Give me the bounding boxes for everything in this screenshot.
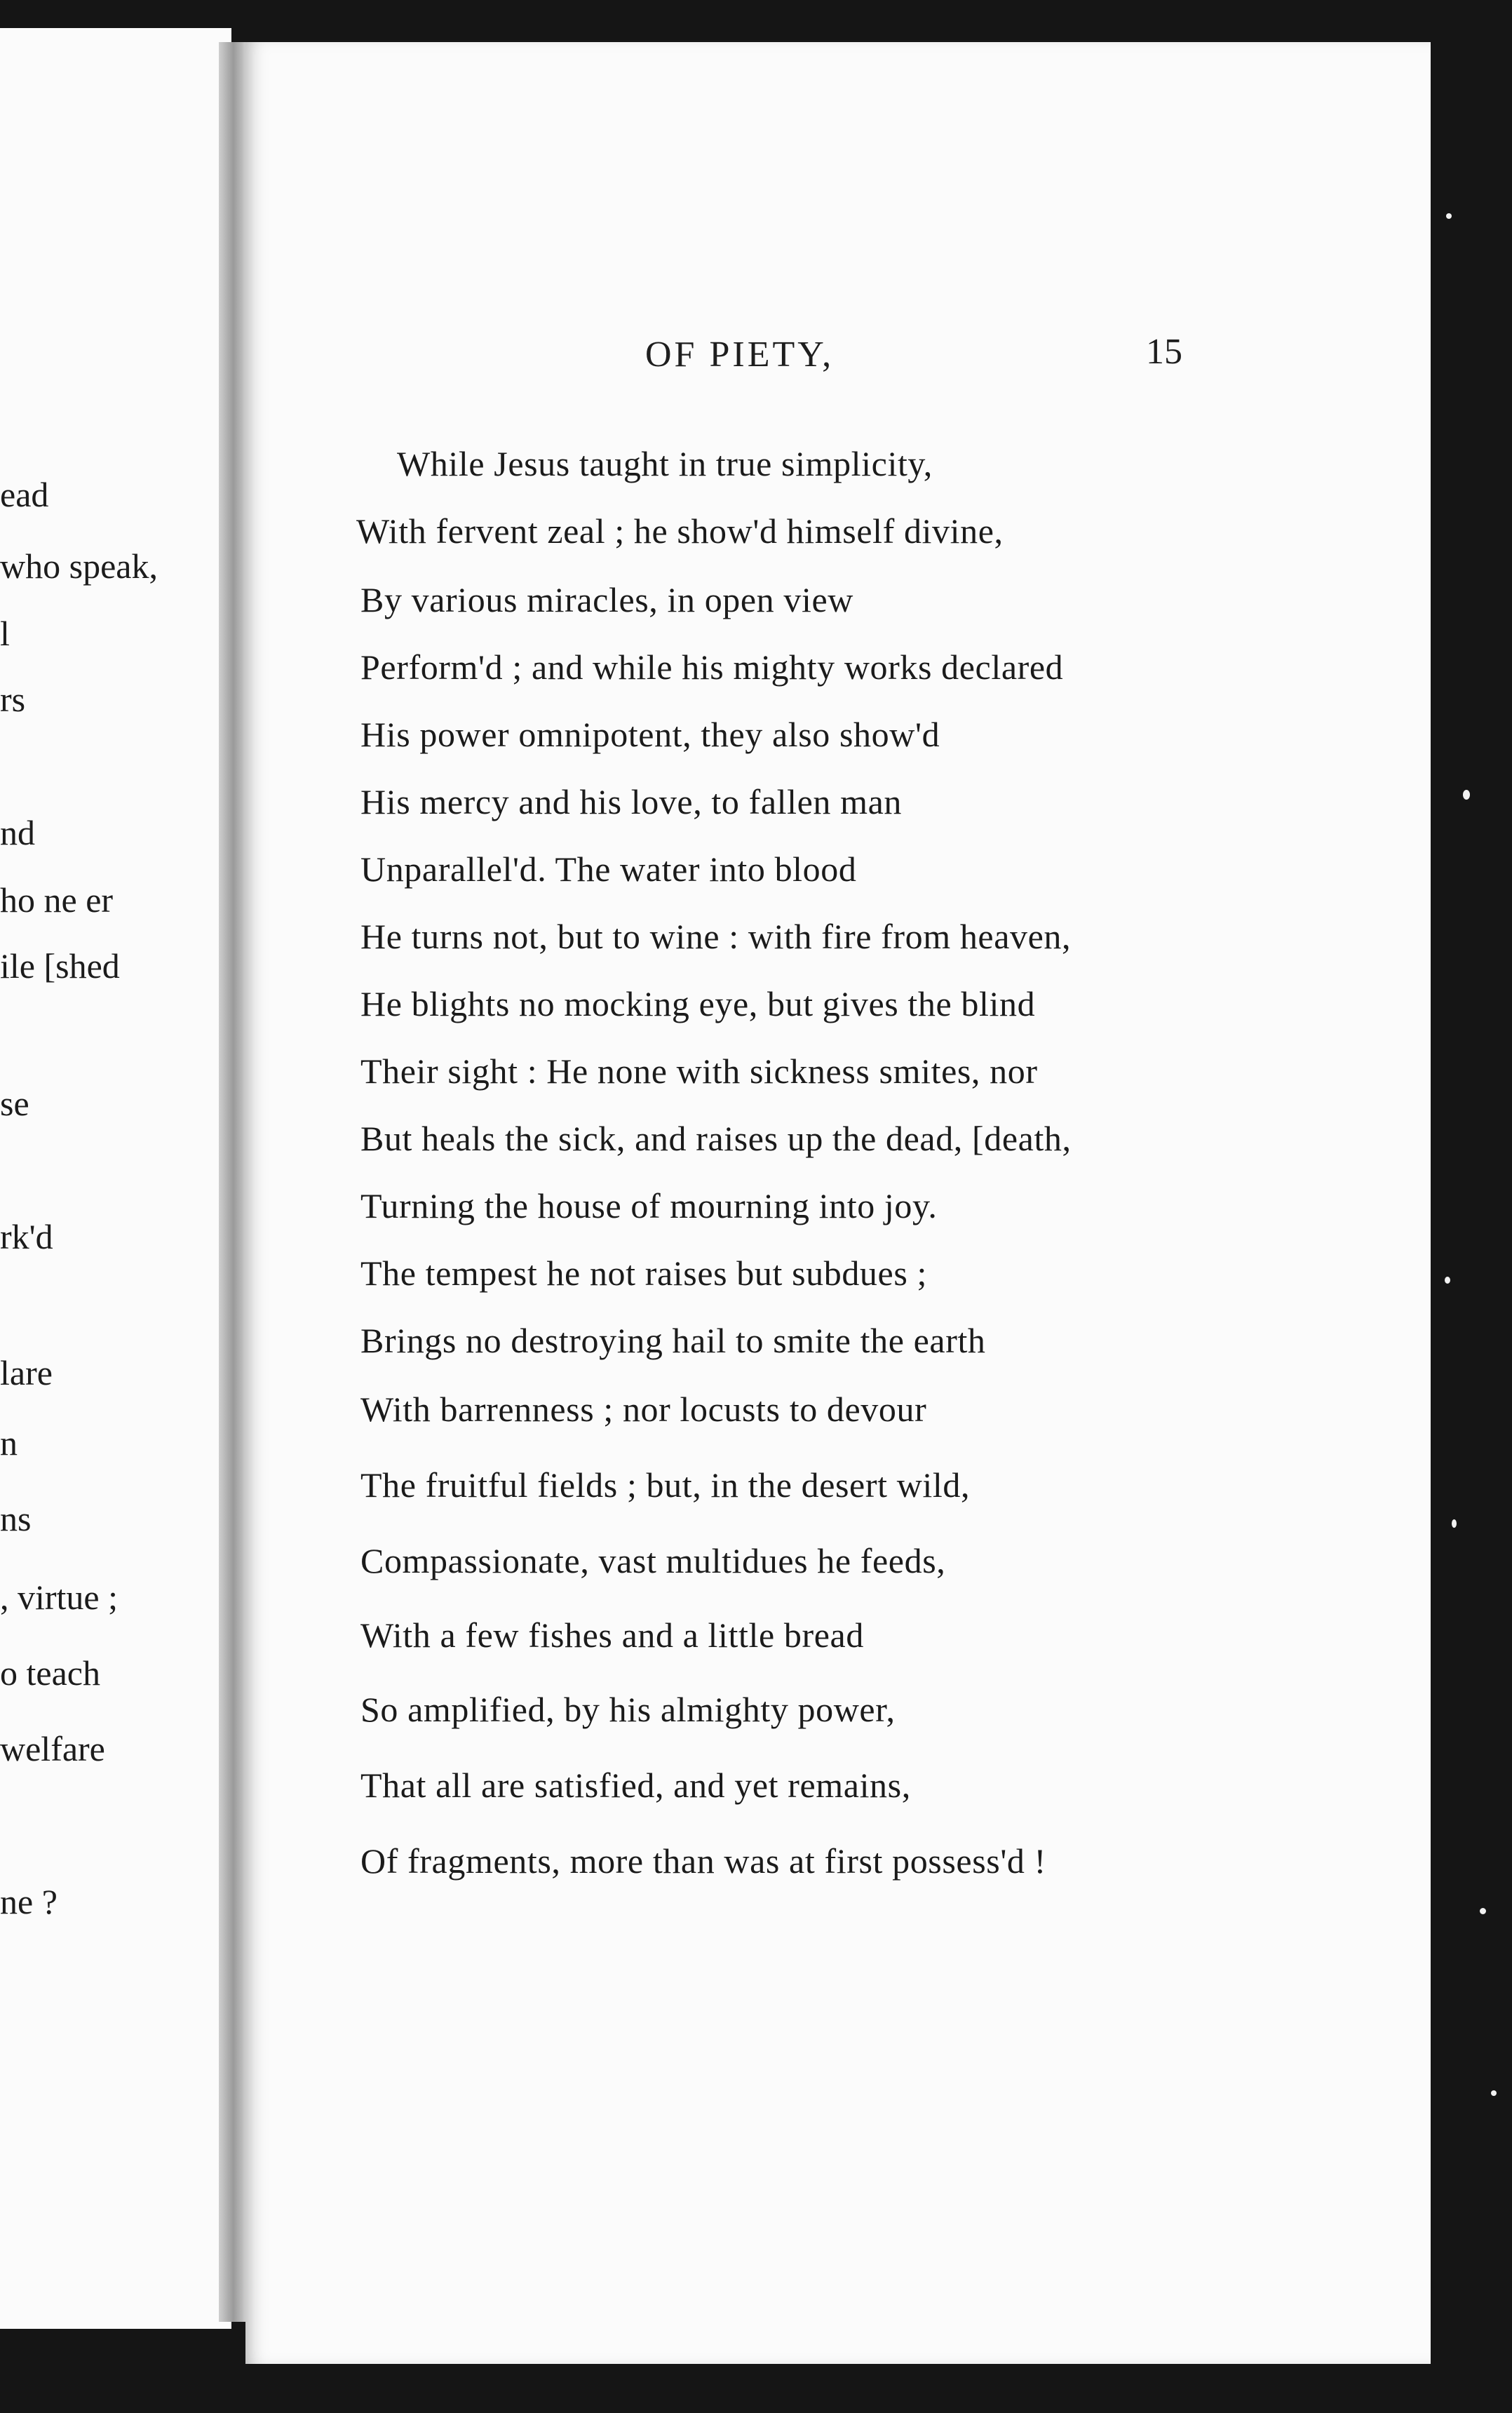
verse-line: Turning the house of mourning into joy.: [360, 1186, 938, 1225]
running-head: OF PIETY,: [645, 335, 835, 375]
verse-line: Brings no destroying hail to smite the earth: [360, 1321, 986, 1360]
left-page-fragment: , virtue ;: [0, 1578, 119, 1617]
scan-speck: [1446, 213, 1452, 219]
left-page-fragment: who speak,: [0, 546, 158, 586]
left-page-fragment: ns: [0, 1499, 32, 1538]
verse-line: That all are satisfied, and yet remains,: [360, 1766, 911, 1805]
left-page-fragment: ne ?: [0, 1882, 58, 1921]
left-page-fragment: ile [shed: [0, 946, 120, 986]
verse-line: So amplified, by his almighty power,: [360, 1690, 896, 1729]
left-page-fragment: n: [0, 1423, 18, 1463]
left-page-fragment: l: [0, 614, 10, 653]
verse-line: Perform'd ; and while his mighty works declared: [360, 647, 1064, 687]
verse-line: The tempest he not raises but subdues ;: [360, 1253, 927, 1293]
left-page-fragment: nd: [0, 813, 35, 852]
verse-line: He turns not, but to wine : with fire from heaven,: [360, 917, 1072, 956]
scan-speck: [1445, 1277, 1450, 1284]
left-page-fragment: rk'd: [0, 1217, 53, 1256]
verse-line: The fruitful fields ; but, in the desert wild,: [360, 1465, 971, 1505]
verse-line: Their sight : He none with sickness smites, nor: [360, 1051, 1038, 1091]
verse-line: He blights no mocking eye, but gives the blind: [360, 984, 1036, 1023]
scan-speck: [1463, 790, 1470, 800]
verse-line: While Jesus taught in true simplicity,: [397, 444, 933, 483]
verse-line: But heals the sick, and raises up the dead, [death,: [360, 1119, 1072, 1158]
verse-line: Compassionate, vast multidues he feeds,: [360, 1541, 946, 1580]
left-page-fragment: rs: [0, 680, 26, 719]
left-page-fragment: ead: [0, 475, 49, 514]
verse-line: With a few fishes and a little bread: [360, 1615, 864, 1655]
scan-speck: [1480, 1908, 1486, 1914]
verse-line: With barrenness ; nor locusts to devour: [360, 1390, 927, 1429]
left-page-fragment: se: [0, 1084, 29, 1123]
page-number: 15: [1146, 332, 1182, 372]
scan-speck: [1452, 1519, 1457, 1528]
verse-line: His power omnipotent, they also show'd: [360, 715, 940, 754]
verse-line: Unparallel'd. The water into blood: [360, 849, 857, 889]
left-page-fragment: lare: [0, 1353, 53, 1392]
left-page-fragment: ho ne er: [0, 880, 114, 920]
verse-line: Of fragments, more than was at first possess'd !: [360, 1841, 1046, 1881]
left-page-fragment: o teach: [0, 1653, 100, 1693]
left-page-fragment: welfare: [0, 1729, 105, 1768]
verse-line: His mercy and his love, to fallen man: [360, 782, 903, 821]
scan-speck: [1491, 2090, 1497, 2096]
verse-line: With fervent zeal ; he show'd himself divine,: [356, 511, 1004, 551]
verse-line: By various miracles, in open view: [360, 580, 853, 619]
